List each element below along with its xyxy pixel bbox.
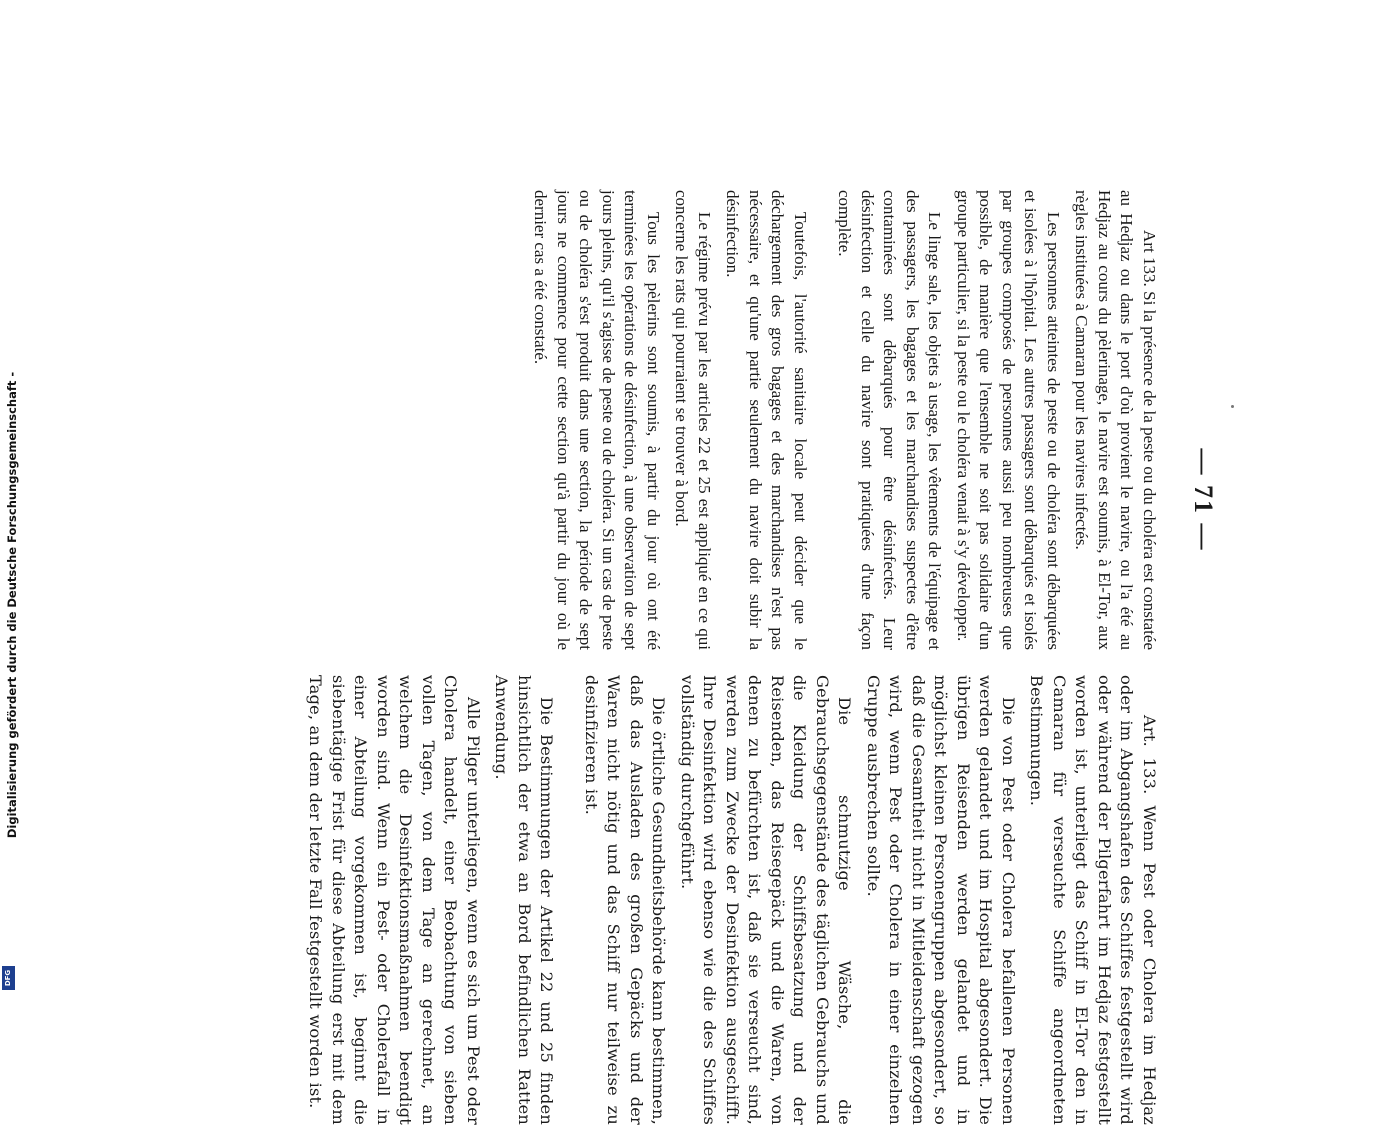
german-paragraph: Die Bestimmungen der Artikel 22 und 25 finden hinsichtlich der etwa an Bord befindlichen Ratten Anwendung. (492, 675, 557, 1125)
german-paragraph: Art. 133. Wenn Pest oder Cholera im Hedjaz oder im Abgangshafen des Schiffes festgestellt wird oder während der Pilgerfahrt im Hedjaz festgestellt worden ist, unterliegt das Schiff in El-Tor den in Camaran für verseuchte Schiffe angeordneten Bestimmungen. (1027, 675, 1159, 1125)
german-paragraph: Die schmutzige Wäsche, die Gebrauchsgegenstände des täglichen Gebrauchs und die Kleidung der Schiffsbesatzung und der Reisenden, das Reisegepäck und die Waren, von denen zu befürchten ist, daß sie verseucht sind, werden zum Zwecke der Desinfektion ausgeschifft. Ihre Desinfektion wird ebenso wie die des Schiffes vollständig durchgeführt. (678, 675, 855, 1125)
french-column (523, 190, 1160, 650)
french-paragraph: Les personnes atteintes de peste ou de choléra sont débarquées et isolées à l'hôpital. Les autres passagers sont débarqués et isolés par groupes composés de personnes aussi peu nombreuses que possible, de manière que l'ensemble ne soit pas solidaire d'un groupe particulier, si la peste ou le choléra venait à s'y développer. (954, 190, 1063, 650)
french-paragraph: Tous les pèlerins sont soumis, à partir du jour où ont été terminées les opérations de désinfection, à une observation de sept jours pleins, qu'il s'agisse de peste ou de choléra. Si un cas de peste ou de choléra s'est produit dans une section, la période de sept jours ne commence pour cette section qu'à partir du jour où le dernier cas a été constaté. (531, 190, 663, 650)
french-paragraph: Art 133. Si la présence de la peste ou du choléra est constatée au Hedjaz ou dans le port d'où provient le navire, ou l'a été au Hedjaz au cours du pèlerinage, le navire est soumis, à El-Tor, aux règles instituées à Camaran pour les navires infectés. (1072, 190, 1159, 650)
scanned-page (110, 0, 1240, 1125)
german-paragraph: Alle Pilger unterliegen, wenn es sich um Pest oder Cholera handelt, einer Beobachtung von sieben vollen Tagen, von dem Tage an gerechnet, an welchem die Desinfektionsmaßnahmen beendigt worden sind. Wenn ein Pest- oder Cholerafall in einer Abteilung vorgekommen ist, beginnt die siebentägige Frist für diese Abteilung erst mit dem Tage, an dem der letzte Fall festgestellt worden ist. (306, 675, 483, 1125)
page-number: — 71 — (1189, 448, 1218, 552)
german-paragraph: Die von Pest oder Cholera befallenen Personen werden gelandet und im Hospital abgesondert. Die übrigen Reisenden werden gelandet und in möglichst kleinen Personengruppen abgesondert, so daß die Gesamtheit nicht in Mitleidenschaft gezogen wird, wenn Pest oder Cholera in einer einzelnen Gruppe ausbrechen sollte. (864, 675, 1018, 1125)
french-paragraph: Toutefois, l'autorité sanitaire locale peut décider que le déchargement des gros bagages et des marchandises n'est pas nécessaire, et qu'une partie seulement du navire doit subir la désinfection. (723, 190, 810, 650)
scan-speck (1231, 405, 1234, 408)
digitization-credit: Digitalisierung gefördert durch die Deutsche Forschungsgemeinschaft - (5, 371, 19, 839)
french-paragraph: Le linge sale, les objets à usage, les vêtements de l'équipage et des passagers, les bagages et les marchandises suspectes d'être contaminées sont débarqués pour être désinfectés. Leur désinfection et celle du navire sont pratiquées d'une façon complète. (835, 190, 945, 650)
french-paragraph: Le régime prévu par les articles 22 et 25 est appliqué en ce qui concerne les rats qui pourraient se trouver à bord. (672, 190, 714, 650)
digitization-credit-bar (0, 0, 20, 1000)
german-paragraph: Die örtliche Gesundheitsbehörde kann bestimmen, daß das Ausladen des großen Gepäcks und der Waren nicht nötig und das Schiff nur teilweise zu desinfizieren ist. (582, 675, 669, 1125)
german-column (298, 675, 1160, 1125)
dfg-logo: DFG (2, 966, 15, 990)
